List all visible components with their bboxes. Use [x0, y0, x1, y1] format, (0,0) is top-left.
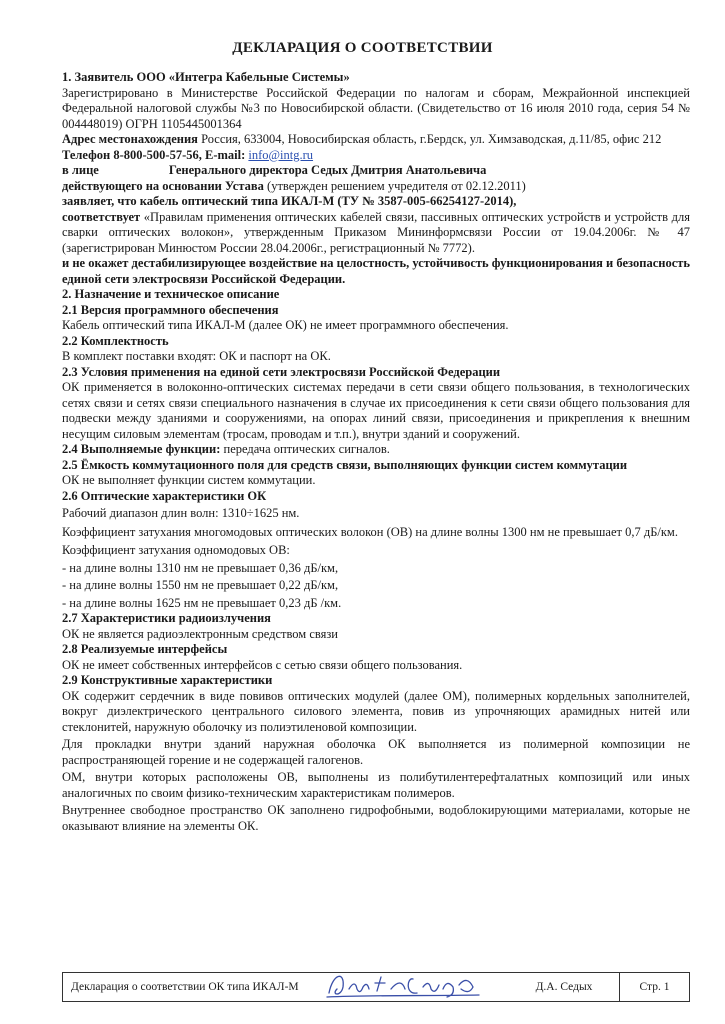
in-person-name: Генерального директора Седых Дмитрия Анатольевича — [168, 163, 487, 177]
section-2-9-paragraph-4: Внутреннее свободное пространство ОК заполнено гидрофобными, водоблокирующими материалами, которые не оказывают влияние на элементы ОК. — [62, 803, 690, 833]
section-2-3-title: 2.3 Условия применения на единой сети электросвязи Российской Федерации — [62, 364, 501, 379]
complies-paragraph — [62, 210, 690, 257]
address-label: Адрес местонахождения — [62, 132, 198, 146]
section-2-2-title: 2.2 Комплектность — [62, 333, 169, 348]
in-person-line — [62, 163, 690, 179]
footer-page-number: Стр. 1 — [619, 973, 689, 1001]
section-2-4-text: передача оптических сигналов. — [220, 442, 390, 456]
section-2-8-title: 2.8 Реализуемые интерфейсы — [62, 642, 228, 656]
section-2-1-text: Кабель оптический типа ИКАЛ-М (далее ОК) не имеет программного обеспечения. — [62, 318, 509, 332]
section-2-9-paragraph-3: ОМ, внутри которых расположены ОВ, выполнены из полибутилентерефталатных композиций или иных аналогичных по своим физико-техническим характеристикам полимеров. — [62, 770, 690, 800]
signature — [339, 973, 509, 1001]
section-2-7-title: 2.7 Характеристики радиоизлучения — [62, 611, 271, 625]
applicant-heading: 1. Заявитель ООО «Интегра Кабельные Системы» — [62, 70, 350, 84]
address-line — [62, 132, 690, 148]
section-2-6-single-intro: Коэффициент затухания одномодовых ОВ: — [62, 543, 290, 557]
acting-basis-tail: (утвержден решением учредителя от 02.12.2011) — [263, 178, 526, 193]
declares-line: заявляет, что кабель оптический типа ИКАЛ-М (ТУ № 3587-005-66254127-2014), — [62, 194, 517, 208]
complies-text: «Правилам применения оптических кабелей связи, пассивных оптических устройств и устройств для сварки оптических волокон», утвержденным Приказом Мининформсвязи России от 19.04.2006г. № 47 (зарегистрирован Минюстом России 28.04.2006г., регистрационный № 7772). — [62, 209, 690, 255]
footer-signer-name: Д.А. Седых — [535, 981, 593, 993]
section-2-6-range: Рабочий диапазон длин волн: 1310÷1625 нм. — [62, 506, 300, 520]
section-2-8-text: ОК не имеет собственных интерфейсов с сетью связи общего пользования. — [62, 657, 463, 672]
section-2-3-text: ОК применяется в волоконно-оптических системах передачи в сети связи общего пользования, в технологических сетях связи и сетях связи специального назначения в случае их присоединения к сети связи общего пользования для подвески между зданиями и сооружениями, на опорах линий связи, присоединения и прикрепления к внешним несущим силовым элементам (тросам, проводам и т.п.), внутри зданий и сооружений. — [62, 380, 690, 441]
no-impact-statement: и не окажет дестабилизирующее воздействие на целостность, устойчивость функционирования и безопасность единой сети электросвязи Российской Федерации. — [62, 256, 690, 286]
section-2-9-paragraph-2: Для прокладки внутри зданий наружная оболочка ОК выполняется из полимерной композиции не распространяющей горение и не содержащей галогенов. — [62, 737, 690, 767]
registration-text: Зарегистрировано в Министерстве Российской Федерации по налогам и сборам, Межрайонной инспекцией Федеральной налоговой службы №3 по Новосибирской области. (Свидетельство от 16 июля 2010 года, серия 54 № 004448019) ОГРН 1105445001364 — [62, 85, 690, 131]
section-2-5-title: 2.5 Ёмкость коммутационного поля для средств связи, выполняющих функции систем коммутации — [62, 457, 628, 472]
section-2-7-text: ОК не является радиоэлектронным средством связи — [62, 626, 339, 641]
section-2-9-title: 2.9 Конструктивные характеристики — [62, 673, 273, 687]
section-2-5-text: ОК не выполняет функции систем коммутации. — [62, 473, 316, 487]
footer-document-name: Декларация о соответствии ОК типа ИКАЛ-М — [71, 981, 299, 993]
section-2-4-title: 2.4 Выполняемые функции: — [62, 442, 221, 456]
email-link[interactable]: info@intg.ru — [248, 147, 314, 162]
list-item: - на длине волны 1550 нм не превышает 0,22 дБ/км, — [62, 578, 339, 592]
document-title: ДЕКЛАРАЦИЯ О СООТВЕТСТВИИ — [232, 40, 493, 56]
footer-table — [62, 972, 690, 1002]
section-2-6-title: 2.6 Оптические характеристики ОК — [62, 488, 267, 503]
section-2-1-title: 2.1 Версия программного обеспечения — [62, 302, 279, 317]
acting-basis: действующего на основании Устава — [62, 178, 264, 193]
address-value: Россия, 633004, Новосибирская область, г.Бердск, ул. Химзаводская, д.11/85, офис 212 — [197, 132, 662, 146]
phone-line — [62, 148, 690, 164]
complies-label: соответствует — [62, 209, 141, 224]
section-2-6-multimode: Коэффициент затухания многомодовых оптических волокон (ОВ) на длине волны 1300 нм не превышает 0,7 дБ/км. — [62, 524, 678, 539]
document-body — [62, 70, 690, 834]
list-item: - на длине волны 1625 нм не превышает 0,23 дБ /км. — [62, 595, 342, 610]
signature-image — [319, 965, 499, 1005]
in-person-prefix: в лице — [62, 163, 99, 177]
section-2-4-line — [62, 442, 690, 458]
section-2-heading: 2. Назначение и техническое описание — [62, 287, 280, 301]
phone-label: Телефон 8-800-500-57-56, E-mail: — [62, 147, 249, 162]
acting-basis-line — [62, 179, 690, 195]
section-2-9-paragraph-1: ОК содержит сердечник в виде повивов оптических модулей (далее ОМ), полимерных кордельных заполнителей, вокруг диэлектрического центрального силового элемента, повив из упрочняющих арамидных нитей или стеклонитей, наружную оболочку из полиэтиленовой композиции. — [62, 688, 690, 734]
list-item: - на длине волны 1310 нм не превышает 0,36 дБ/км, — [62, 560, 339, 575]
section-2-2-text: В комплект поставки входят: ОК и паспорт на ОК. — [62, 349, 331, 363]
